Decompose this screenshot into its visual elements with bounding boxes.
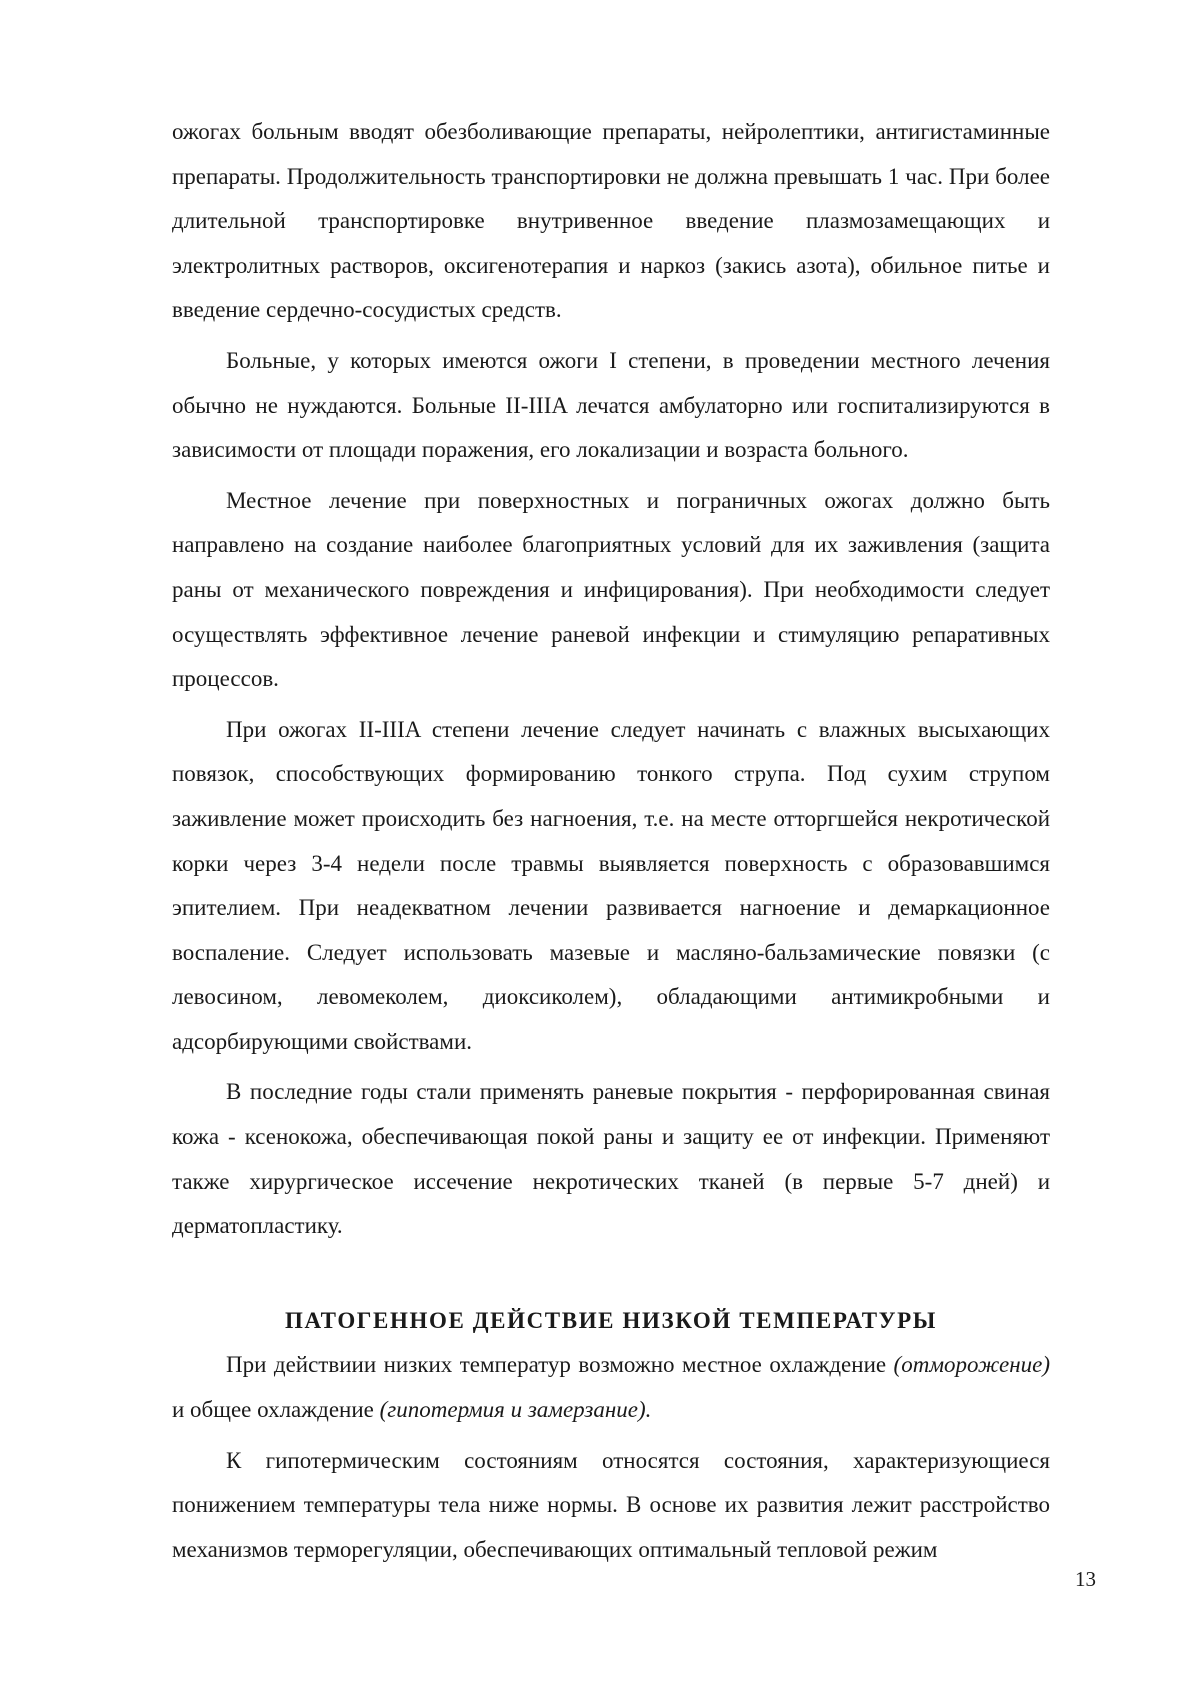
section-paragraph-2: К гипотермическим состояниям относятся состояния, характеризующиеся понижением температуры тела ниже нормы. В основе их развития лежит расстройство механизмов терморегуляции, обеспечивающих оптимальный тепловой режим xyxy=(172,1447,1050,1562)
section-heading: ПАТОГЕННОЕ ДЕЙСТВИЕ НИЗКОЙ ТЕМПЕРАТУРЫ xyxy=(285,1307,937,1333)
section-paragraph-1-part2: и общее охлаждение xyxy=(172,1397,380,1423)
section-paragraph-1-part1: При действиии низких температур возможно местное охлаждение xyxy=(226,1352,894,1378)
paragraph-1: ожогах больным вводят обезболивающие препараты, нейролептики, антигистаминные препараты. Продолжительность транспортировки не должна превышать 1 час. При более длительной транспортировке внутривенное введение плазмозамещающих и электролитных растворов, оксигенотерапия и наркоз (закись азота), обильное питье и введение сердечно-сосудистых средств. xyxy=(172,119,1050,323)
section-paragraph-1-italic1: (отморожение) xyxy=(893,1352,1050,1378)
paragraph-3: Местное лечение при поверхностных и пограничных ожогах должно быть направлено на создание наиболее благоприятных условий для их заживления (защита раны от механического повреждения и инфицирования). При необходимости следует осуществлять эффективное лечение раневой инфекции и стимуляцию репаративных процессов. xyxy=(172,487,1050,692)
paragraph-2: Больные, у которых имеются ожоги I степени, в проведении местного лечения обычно не нуждаются. Больные II-IIIA лечатся амбулаторно или госпитализируются в зависимости от площади поражения, его локализации и возраста больного. xyxy=(172,347,1050,463)
paragraph-5: В последние годы стали применять раневые покрытия - перфорированная свиная кожа - ксенокожа, обеспечивающая покой раны и защиту ее от инфекции. Применяют также хирургическое иссечение некротических тканей (в первые 5-7 дней) и дерматопластику. xyxy=(172,1079,1050,1239)
paragraph-4: При ожогах II-IIIA степени лечение следует начинать с влажных высыхающих повязок, способствующих формированию тонкого струпа. Под сухим струпом заживление может происходить без нагноения, т.е. на месте отторгшейся некротической корки через 3-4 недели после травмы выявляется поверхность с образовавшимся эпителием. При неадекватном лечении развивается нагноение и демаркационное воспаление. Следует использовать мазевые и масляно-бальзамические повязки (с левосином, левомеколем, диоксиколем), обладающими антимикробными и адсорбирующими свойствами. xyxy=(172,716,1050,1054)
section-paragraph-1-italic2: (гипотермия и замерзание). xyxy=(379,1397,652,1423)
page-number: 13 xyxy=(1075,1567,1096,1591)
section-paragraph-1 xyxy=(172,1343,1050,1432)
page-body xyxy=(172,110,1050,1578)
